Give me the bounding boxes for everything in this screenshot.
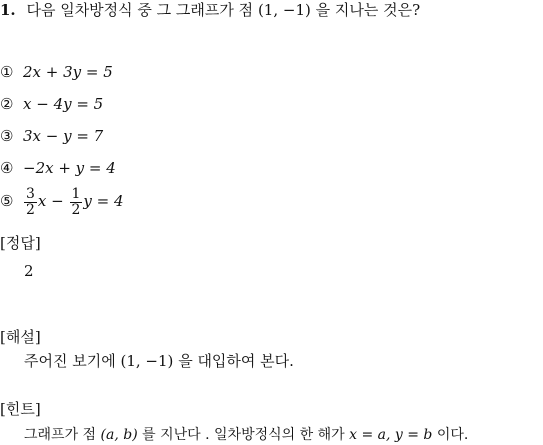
answer-value: 2	[24, 262, 34, 280]
option-3	[0, 126, 103, 146]
option-3-equation: 3x − y = 7	[23, 127, 104, 145]
option-4	[0, 158, 116, 178]
question-point: (1, −1)	[257, 1, 311, 19]
hint-label: [힌트]	[0, 400, 41, 418]
option-5-tail: y = 4	[83, 192, 124, 210]
hint-text-middle: 를 지난다 . 일차방정식의 한 해가	[142, 427, 345, 443]
option-5	[0, 178, 124, 224]
option-1-marker: ①	[0, 63, 14, 81]
explanation-text-start: 주어진 보기에	[24, 352, 116, 370]
explanation-text-end: 을 대입하여 본다.	[178, 352, 294, 370]
explanation-label: [해설]	[0, 328, 41, 346]
option-2-equation: x − 4y = 5	[23, 95, 104, 113]
fraction-1-numerator: 3	[26, 185, 35, 202]
option-2-marker: ②	[0, 95, 14, 113]
fraction-2-numerator: 1	[71, 185, 81, 202]
option-3-marker: ③	[0, 127, 14, 145]
question-text-start: 다음 일차방정식 중 그 그래프가 점	[26, 1, 254, 19]
option-5-fraction-1	[24, 187, 37, 218]
hint-point: (a, b)	[100, 427, 138, 443]
hint-condition: x = a, y = b	[349, 427, 433, 443]
explanation-text	[24, 350, 294, 371]
option-4-marker: ④	[0, 159, 14, 177]
option-4-equation: −2x + y = 4	[23, 159, 116, 177]
option-5-fraction-2	[70, 187, 83, 218]
option-5-middle: x −	[37, 192, 64, 210]
option-5-marker: ⑤	[0, 192, 14, 210]
option-1-equation: 2x + 3y = 5	[23, 63, 113, 81]
question-number: 1.	[0, 1, 16, 19]
answer-label: [정답]	[0, 234, 41, 252]
hint-text-end: 이다.	[436, 427, 469, 443]
question-line	[0, 0, 420, 20]
hint-text-start: 그래프가 점	[24, 427, 97, 443]
question-text-end: 을 지나는 것은?	[315, 1, 421, 19]
option-2	[0, 94, 103, 114]
fraction-1-denominator: 2	[26, 201, 35, 218]
option-1	[0, 62, 113, 82]
explanation-point: (1, −1)	[120, 352, 174, 370]
fraction-2-denominator: 2	[71, 201, 81, 218]
hint-text	[24, 424, 468, 444]
